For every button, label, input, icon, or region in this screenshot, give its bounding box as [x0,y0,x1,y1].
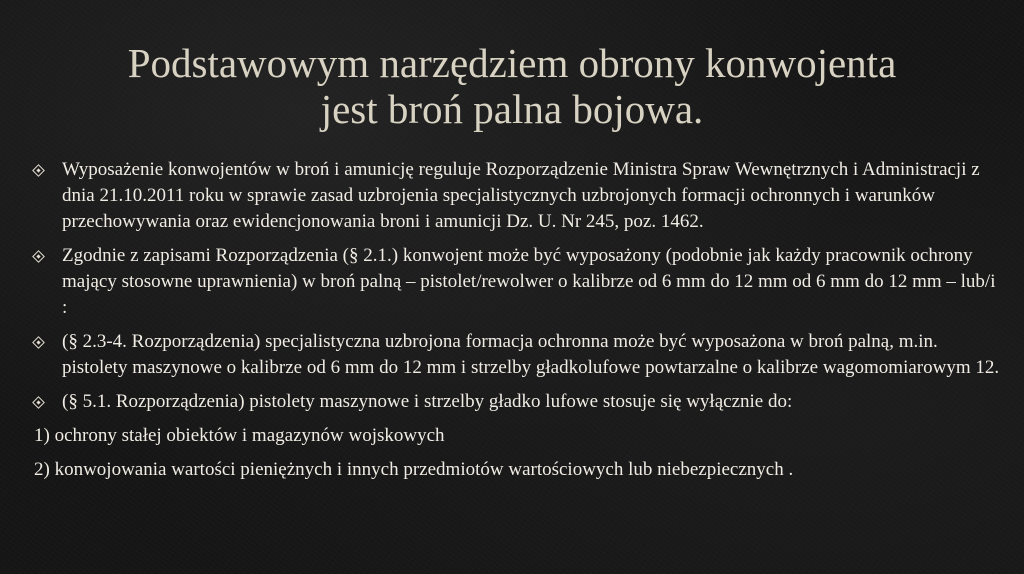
slide-content [34,157,1000,491]
diamond-bullet-icon [32,250,45,263]
numbered-line-1: 1) ochrony stałej obiektów i magazynów wojskowych [34,425,445,446]
bullet-text: (§ 2.3-4. Rozporządzenia) specjalistyczna uzbrojona formacja ochronna może być wyposażona w broń palną, m.in. pistolety maszynowe o kalibrze od 6 mm do 12 mm i strzelby gładkolufowe powtarzalne o kalibrze wagomomiarowym 12. [62,331,1000,378]
diamond-bullet-icon [32,336,45,349]
diamond-bullet-icon [32,396,45,409]
title-line-1: Podstawowym narzędziem obrony konwojenta [127,40,897,86]
bullet-text: (§ 5.1. Rozporządzenia) pistolety maszynowe i strzelby gładko lufowe stosuje się wyłącznie do: [62,391,793,412]
bullet-item [34,243,1000,321]
bullet-item [34,389,1000,415]
slide-title [60,40,964,132]
diamond-bullet-icon [32,164,45,177]
bullet-item [34,157,1000,235]
numbered-line-2: 2) konwojowania wartości pieniężnych i innych przedmiotów wartościowych lub niebezpiecznych . [34,459,794,480]
bullet-text: Wyposażenie konwojentów w broń i amunicję reguluje Rozporządzenie Ministra Spraw Wewnętrznych i Administracji z dnia 21.10.2011 roku w sprawie zasad uzbrojenia specjalistycznych uzbrojonych formacji ochronnych i warunków przechowywania oraz ewidencjonowania broni i amunicji Dz. U. Nr 245, poz. 1462. [62,159,980,232]
bullet-item [34,329,1000,381]
bullet-text: Zgodnie z zapisami Rozporządzenia (§ 2.1.) konwojent może być wyposażony (podobnie jak każdy pracownik ochrony mający stosowne uprawnienia) w broń palną – pistolet/rewolwer o kalibrze od 6 mm do 12 mm od 6 mm do 12 mm – lub/i : [62,245,996,318]
title-line-2: jest broń palna bojowa. [320,86,704,132]
